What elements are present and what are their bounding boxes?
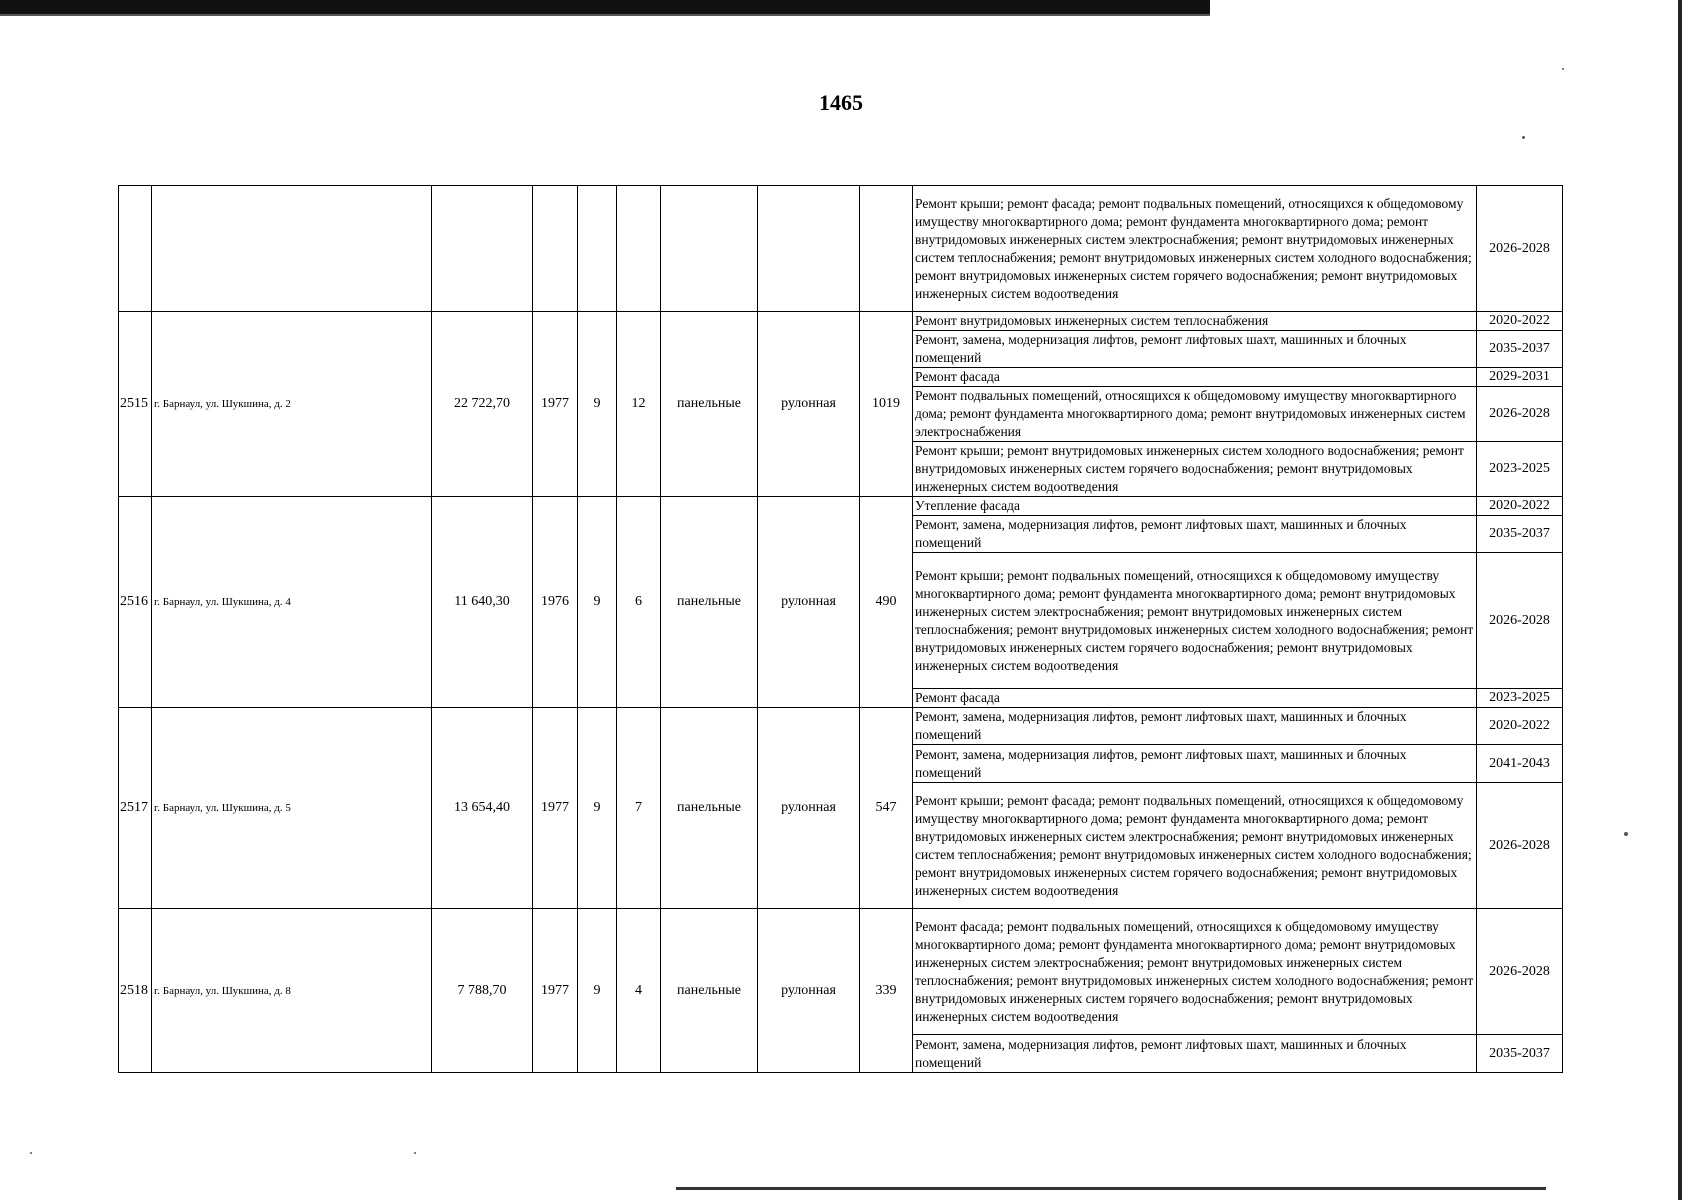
total-area-cell: [432, 186, 533, 312]
repair-period-cell: 2026-2028: [1477, 387, 1563, 442]
scan-speck: [414, 1152, 416, 1154]
repair-period-cell: 2023-2025: [1477, 689, 1563, 708]
table-row: [119, 909, 1563, 1035]
table-row: [119, 708, 1563, 745]
floors-cell: 9: [578, 497, 617, 708]
repair-works-cell: Ремонт, замена, модернизация лифтов, ремонт лифтовых шахт, машинных и блочных помещений: [913, 708, 1477, 745]
repair-period-cell: 2041-2043: [1477, 745, 1563, 783]
entrances-cell: [617, 186, 661, 312]
roof-type-cell: рулонная: [758, 497, 860, 708]
repair-period-cell: 2035-2037: [1477, 516, 1563, 553]
scan-edge-top: [0, 0, 1210, 14]
total-area-cell: 7 788,70: [432, 909, 533, 1073]
roof-type-cell: рулонная: [758, 909, 860, 1073]
scan-speck: [1562, 68, 1564, 70]
repair-works-cell: Утепление фасада: [913, 497, 1477, 516]
scan-speck: [1522, 136, 1525, 139]
repair-works-cell: Ремонт крыши; ремонт фасада; ремонт подвальных помещений, относящихся к общедомовому имуществу многоквартирного дома; ремонт фундамента многоквартирного дома; ремонт внутридомовых инженерных систем электроснабжения; ремонт внутридомовых инженерных систем теплоснабжения; ремонт внутридомовых инженерных систем холодного водоснабжения; ремонт внутридомовых инженерных систем горячего водоснабжения; ремонт внутридомовых инженерных систем водоотведения: [913, 186, 1477, 312]
repair-works-cell: Ремонт фасада: [913, 689, 1477, 708]
table-body: [119, 186, 1563, 1073]
house-number-cell: 2517: [119, 708, 152, 909]
repair-period-cell: 2026-2028: [1477, 553, 1563, 689]
repair-period-cell: 2020-2022: [1477, 708, 1563, 745]
repair-schedule-table: [118, 185, 1563, 1073]
entrances-cell: 4: [617, 909, 661, 1073]
repair-period-cell: 2020-2022: [1477, 312, 1563, 331]
wall-material-cell: [661, 186, 758, 312]
repair-works-cell: Ремонт фасада: [913, 368, 1477, 387]
year-built-cell: [533, 186, 578, 312]
repair-period-cell: 2029-2031: [1477, 368, 1563, 387]
year-built-cell: 1976: [533, 497, 578, 708]
entrances-cell: 6: [617, 497, 661, 708]
wall-material-cell: панельные: [661, 497, 758, 708]
floors-cell: 9: [578, 312, 617, 497]
address-cell: г. Барнаул, ул. Шукшина, д. 2: [152, 312, 432, 497]
entrances-cell: 12: [617, 312, 661, 497]
year-built-cell: 1977: [533, 312, 578, 497]
repair-works-cell: Ремонт, замена, модернизация лифтов, ремонт лифтовых шахт, машинных и блочных помещений: [913, 745, 1477, 783]
table-row: [119, 312, 1563, 331]
repair-works-cell: Ремонт подвальных помещений, относящихся к общедомовому имуществу многоквартирного дома; ремонт фундамента многоквартирного дома; ремонт внутридомовых инженерных систем электроснабжения: [913, 387, 1477, 442]
residents-cell: 339: [860, 909, 913, 1073]
repair-period-cell: 2026-2028: [1477, 186, 1563, 312]
residents-cell: 547: [860, 708, 913, 909]
year-built-cell: 1977: [533, 708, 578, 909]
total-area-cell: 22 722,70: [432, 312, 533, 497]
address-cell: г. Барнаул, ул. Шукшина, д. 8: [152, 909, 432, 1073]
repair-works-cell: Ремонт крыши; ремонт фасада; ремонт подвальных помещений, относящихся к общедомовому имуществу многоквартирного дома; ремонт фундамента многоквартирного дома; ремонт внутридомовых инженерных систем электроснабжения; ремонт внутридомовых инженерных систем теплоснабжения; ремонт внутридомовых инженерных систем холодного водоснабжения; ремонт внутридомовых инженерных систем горячего водоснабжения; ремонт внутридомовых инженерных систем водоотведения: [913, 783, 1477, 909]
floors-cell: 9: [578, 909, 617, 1073]
page-number: 1465: [819, 90, 863, 115]
scan-speck: [1624, 832, 1628, 836]
repair-period-cell: 2023-2025: [1477, 442, 1563, 497]
house-number-cell: 2515: [119, 312, 152, 497]
roof-type-cell: [758, 186, 860, 312]
scan-edge-right: [1678, 0, 1682, 1200]
roof-type-cell: рулонная: [758, 708, 860, 909]
repair-works-cell: Ремонт внутридомовых инженерных систем теплоснабжения: [913, 312, 1477, 331]
total-area-cell: 13 654,40: [432, 708, 533, 909]
address-cell: г. Барнаул, ул. Шукшина, д. 5: [152, 708, 432, 909]
table-row: [119, 186, 1563, 312]
wall-material-cell: панельные: [661, 909, 758, 1073]
repair-period-cell: 2035-2037: [1477, 1035, 1563, 1073]
wall-material-cell: панельные: [661, 312, 758, 497]
scan-edge-bottom: [676, 1187, 1546, 1190]
repair-works-cell: Ремонт, замена, модернизация лифтов, ремонт лифтовых шахт, машинных и блочных помещений: [913, 1035, 1477, 1073]
repair-works-cell: Ремонт фасада; ремонт подвальных помещений, относящихся к общедомовому имуществу многоквартирного дома; ремонт фундамента многоквартирного дома; ремонт внутридомовых инженерных систем электроснабжения; ремонт внутридомовых инженерных систем теплоснабжения; ремонт внутридомовых инженерных систем холодного водоснабжения; ремонт внутридомовых инженерных систем горячего водоснабжения; ремонт внутридомовых инженерных систем водоотведения: [913, 909, 1477, 1035]
repair-period-cell: 2026-2028: [1477, 783, 1563, 909]
address-cell: [152, 186, 432, 312]
total-area-cell: 11 640,30: [432, 497, 533, 708]
residents-cell: [860, 186, 913, 312]
repair-period-cell: 2035-2037: [1477, 331, 1563, 368]
repair-works-cell: Ремонт крыши; ремонт внутридомовых инженерных систем холодного водоснабжения; ремонт внутридомовых инженерных систем горячего водоснабжения; ремонт внутридомовых инженерных систем водоотведения: [913, 442, 1477, 497]
residents-cell: 490: [860, 497, 913, 708]
repair-period-cell: 2020-2022: [1477, 497, 1563, 516]
house-number-cell: 2516: [119, 497, 152, 708]
wall-material-cell: панельные: [661, 708, 758, 909]
repair-period-cell: 2026-2028: [1477, 909, 1563, 1035]
house-number-cell: [119, 186, 152, 312]
house-number-cell: 2518: [119, 909, 152, 1073]
repair-works-cell: Ремонт крыши; ремонт подвальных помещений, относящихся к общедомовому имуществу многоквартирного дома; ремонт фундамента многоквартирного дома; ремонт внутридомовых инженерных систем электроснабжения; ремонт внутридомовых инженерных систем теплоснабжения; ремонт внутридомовых инженерных систем холодного водоснабжения; ремонт внутридомовых инженерных систем горячего водоснабжения; ремонт внутридомовых инженерных систем водоотведения: [913, 553, 1477, 689]
address-cell: г. Барнаул, ул. Шукшина, д. 4: [152, 497, 432, 708]
scan-edge-top-thin: [0, 14, 1210, 16]
floors-cell: 9: [578, 708, 617, 909]
scan-speck: [30, 1152, 32, 1154]
repair-works-cell: Ремонт, замена, модернизация лифтов, ремонт лифтовых шахт, машинных и блочных помещений: [913, 331, 1477, 368]
table-row: [119, 497, 1563, 516]
roof-type-cell: рулонная: [758, 312, 860, 497]
residents-cell: 1019: [860, 312, 913, 497]
year-built-cell: 1977: [533, 909, 578, 1073]
entrances-cell: 7: [617, 708, 661, 909]
repair-works-cell: Ремонт, замена, модернизация лифтов, ремонт лифтовых шахт, машинных и блочных помещений: [913, 516, 1477, 553]
floors-cell: [578, 186, 617, 312]
